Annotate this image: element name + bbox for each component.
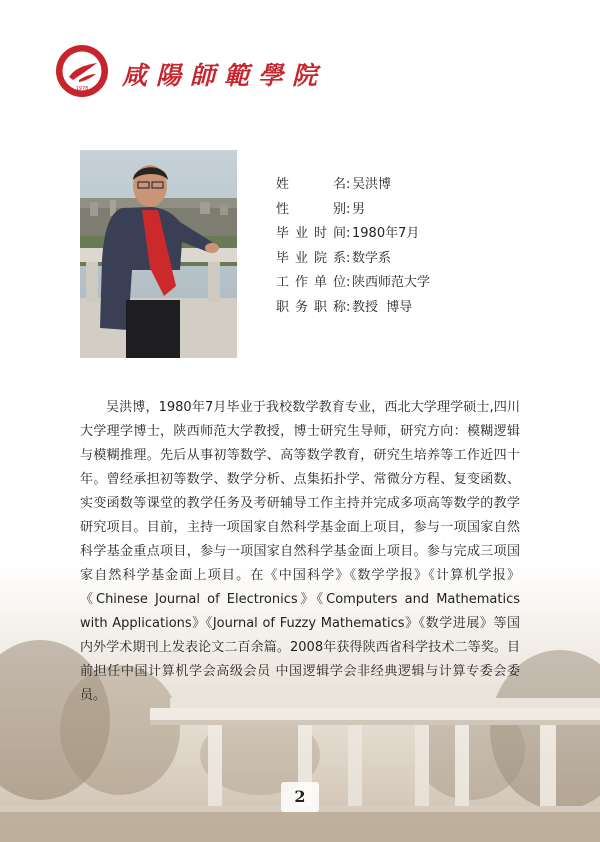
field-label: 毕业院系 [276,250,346,266]
field-label: 性别 [276,201,346,217]
field-department: 毕业院系: 数学系 [276,247,430,272]
biography-paragraph: 吴洪博，1980年7月毕业于我校数学教育专业，西北大学理学硕士,四川大学理学博士，陕西师范大学教授，博士研究生导师，研究方向：模糊逻辑与模糊推理。先后从事初等数学、高等数学教育，研究生培养等工作近四十年。曾经承担初等数学、数学分析、点集拓扑学、常微分方程、复变函数、实变函数等课堂的教学任务及考研辅导工作主持并完成多项高等数学的教学研究项目。目前，主持一项国家自然科学基金面上项目，参与一项国家自然科学基金重点项目，参与一项国家自然科学基金面上项目。参与完成三项国家自然科学基金面上项目。在《中国科学》《数学学报》《计算机学报》《Chinese Journal of Electronics》《Computers and Mathematics with Applications》《Journal of Fuzzy Mathematics》《数学进展》等国内外学术期刊上发表论文二百余篇。2008年获得陕西省科学技术二等奖。目前担任中国计算机学会高级会员 中国逻辑学会非经典逻辑与计算专委会委员。 [80,400,520,703]
field-label: 工作单位 [276,275,346,291]
field-value: 男 [352,201,366,217]
logo-year: 1978 [75,86,89,92]
field-title: 职务职称: 教授 博导 [276,296,430,321]
field-value: 陕西师范大学 [352,275,431,291]
field-name: 姓名: 吴洪博 [276,173,430,198]
field-graduation-time: 毕业时间: 1980年7月 [276,222,430,247]
page-number: 2 [281,782,319,812]
field-gender: 性别: 男 [276,198,430,223]
field-employer: 工作单位: 陕西师范大学 [276,271,430,296]
field-value: 吴洪博 [352,177,392,192]
field-label: 姓名 [276,177,346,192]
field-label: 毕业时间 [276,226,346,242]
school-name: 咸陽師範學院 [122,61,327,90]
field-value: 数学系 [352,250,392,266]
field-label: 职务职称 [276,299,346,315]
profile-info [276,173,430,321]
college-seal-icon [55,44,109,98]
field-value: 教授 博导 [352,299,413,315]
field-value: 1980年7月 [352,226,420,242]
portrait-photo [80,150,237,358]
